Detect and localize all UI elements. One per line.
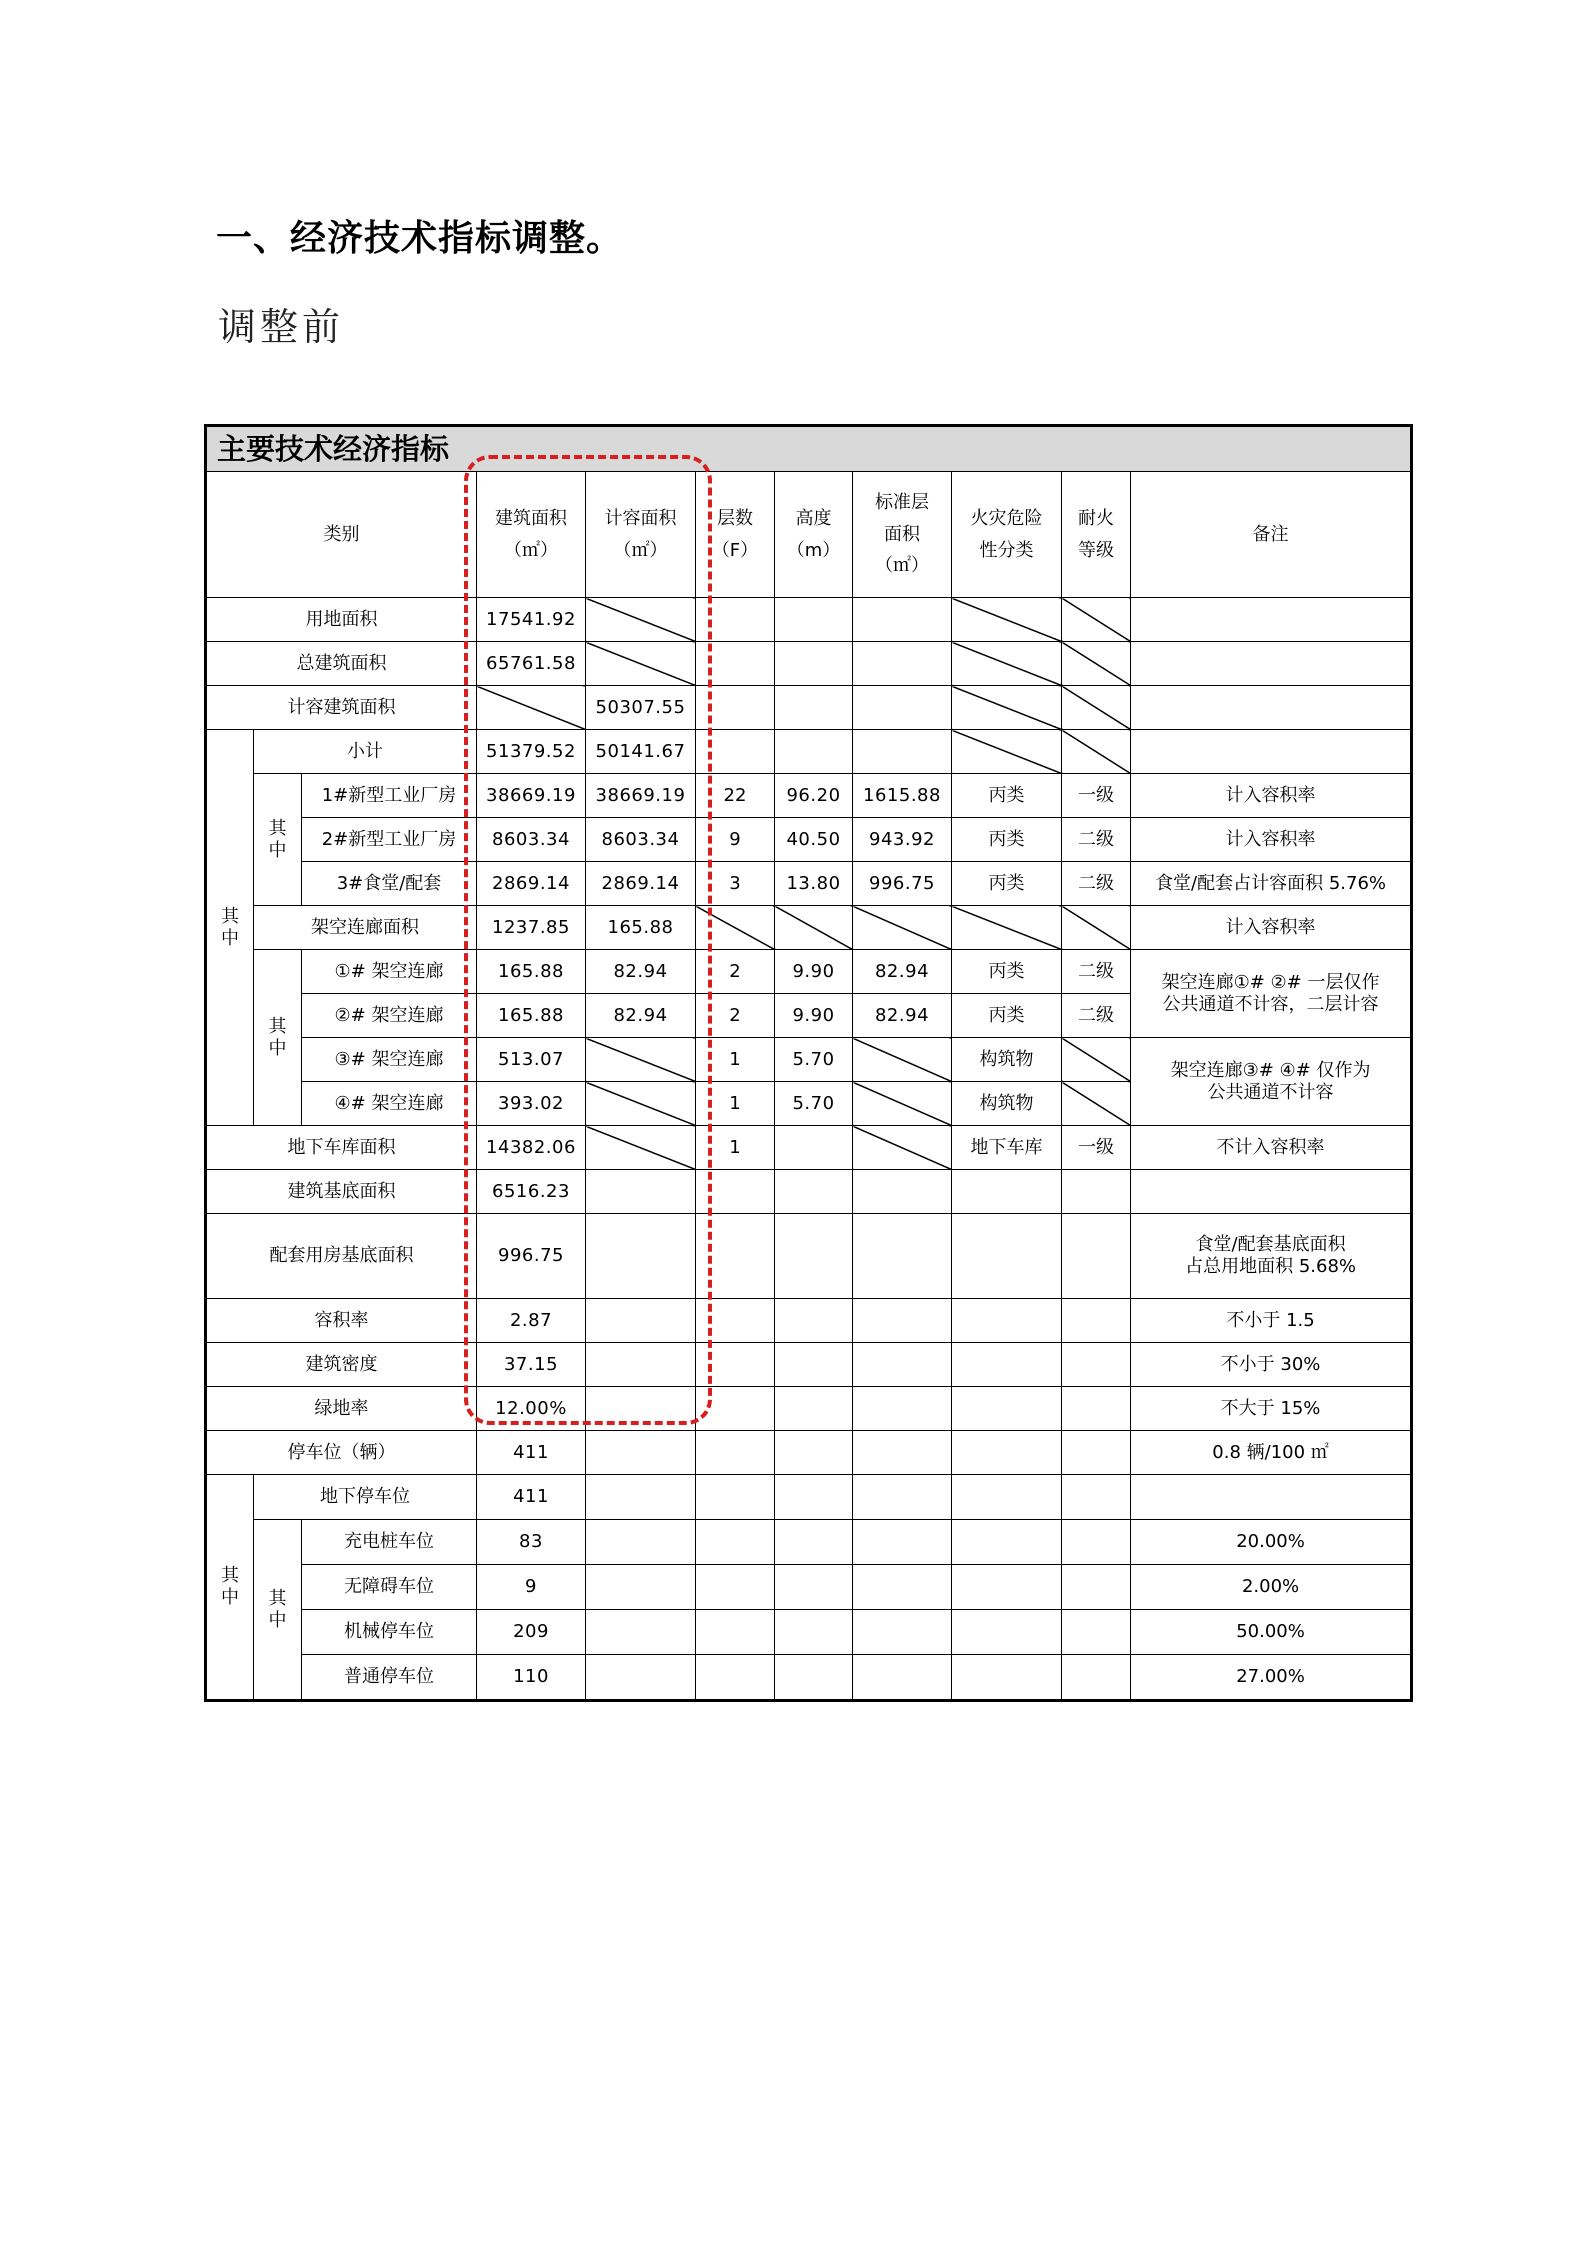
cell-build-area: 411 xyxy=(477,1475,586,1520)
table-row xyxy=(206,1214,1412,1299)
header-far-area: 计容面积 （㎡） xyxy=(586,472,696,598)
cell-build-area: 51379.52 xyxy=(477,730,586,774)
table-row xyxy=(206,862,1412,906)
cell-remark: 架空连廊③# ④# 仅作为 公共通道不计容 xyxy=(1131,1038,1412,1126)
cell-build-area: 14382.06 xyxy=(477,1126,586,1170)
cell-empty xyxy=(775,1126,853,1170)
cell-na xyxy=(1062,906,1131,950)
cell-remark: 50.00% xyxy=(1131,1610,1412,1655)
cell-floors: 1 xyxy=(696,1126,775,1170)
cell-na xyxy=(853,1038,952,1082)
row-label: 停车位（辆） xyxy=(206,1431,477,1475)
cell-na xyxy=(853,1126,952,1170)
table-row xyxy=(206,1475,1412,1520)
cell-empty xyxy=(952,1343,1062,1387)
header-fire-risk: 火灾危险 性分类 xyxy=(952,472,1062,598)
cell-build-area: 17541.92 xyxy=(477,598,586,642)
table-title: 主要技术经济指标 xyxy=(206,426,1412,472)
cell-empty xyxy=(1131,598,1412,642)
cell-build-area: 2.87 xyxy=(477,1299,586,1343)
table-row xyxy=(206,1126,1412,1170)
cell-std-floor: 82.94 xyxy=(853,950,952,994)
group-label-qizhong: 其 中 xyxy=(206,1475,254,1701)
cell-empty xyxy=(775,1431,853,1475)
cell-floors: 3 xyxy=(696,862,775,906)
cell-remark: 不大于 15% xyxy=(1131,1387,1412,1431)
cell-empty xyxy=(952,1610,1062,1655)
cell-na xyxy=(853,1082,952,1126)
cell-na xyxy=(1062,598,1131,642)
cell-empty xyxy=(853,642,952,686)
cell-empty xyxy=(1062,1299,1131,1343)
cell-fire-res: 二级 xyxy=(1062,994,1131,1038)
cell-empty xyxy=(775,598,853,642)
cell-empty xyxy=(1131,730,1412,774)
cell-empty xyxy=(775,642,853,686)
cell-na xyxy=(1062,730,1131,774)
row-label: 绿地率 xyxy=(206,1387,477,1431)
header-remark: 备注 xyxy=(1131,472,1412,598)
cell-empty xyxy=(952,1431,1062,1475)
cell-na xyxy=(952,906,1062,950)
cell-empty xyxy=(1062,1170,1131,1214)
cell-na xyxy=(853,906,952,950)
cell-remark: 2.00% xyxy=(1131,1565,1412,1610)
cell-build-area: 37.15 xyxy=(477,1343,586,1387)
row-label: 小计 xyxy=(254,730,477,774)
row-label: 地下停车位 xyxy=(254,1475,477,1520)
subgroup-label-qizhong: 其 中 xyxy=(254,774,302,906)
cell-empty xyxy=(853,730,952,774)
cell-floors: 22 xyxy=(696,774,775,818)
cell-empty xyxy=(775,1214,853,1299)
cell-empty xyxy=(586,1520,696,1565)
cell-fire-risk: 构筑物 xyxy=(952,1038,1062,1082)
cell-std-floor: 82.94 xyxy=(853,994,952,1038)
row-label: ①# 架空连廊 xyxy=(302,950,477,994)
group-label-qizhong: 其 中 xyxy=(206,730,254,1126)
cell-remark: 0.8 辆/100 ㎡ xyxy=(1131,1431,1412,1475)
cell-build-area: 393.02 xyxy=(477,1082,586,1126)
cell-empty xyxy=(775,1655,853,1701)
header-fire-resistance: 耐火 等级 xyxy=(1062,472,1131,598)
cell-empty xyxy=(1062,1565,1131,1610)
cell-empty xyxy=(952,1565,1062,1610)
table-row xyxy=(206,642,1412,686)
cell-build-area: 8603.34 xyxy=(477,818,586,862)
cell-na xyxy=(952,642,1062,686)
cell-build-area: 411 xyxy=(477,1431,586,1475)
cell-build-area: 513.07 xyxy=(477,1038,586,1082)
cell-build-area: 65761.58 xyxy=(477,642,586,686)
cell-far-area: 38669.19 xyxy=(586,774,696,818)
cell-empty xyxy=(853,686,952,730)
header-std-floor-area: 标准层 面积 （㎡） xyxy=(853,472,952,598)
table-row xyxy=(206,906,1412,950)
section-heading: 一、经济技术指标调整。 xyxy=(216,218,624,259)
table-row xyxy=(206,730,1412,774)
table-row xyxy=(206,774,1412,818)
cell-na xyxy=(1062,1038,1131,1082)
cell-empty xyxy=(952,1655,1062,1701)
cell-empty xyxy=(775,1610,853,1655)
cell-empty xyxy=(853,1475,952,1520)
row-label: 建筑密度 xyxy=(206,1343,477,1387)
highlight-dashed-box xyxy=(464,455,712,1425)
cell-empty xyxy=(1131,1170,1412,1214)
cell-remark: 架空连廊①# ②# 一层仅作 公共通道不计容，二层计容 xyxy=(1131,950,1412,1038)
cell-empty xyxy=(775,686,853,730)
cell-empty xyxy=(586,1655,696,1701)
cell-build-area: 110 xyxy=(477,1655,586,1701)
row-label: ③# 架空连廊 xyxy=(302,1038,477,1082)
cell-height: 5.70 xyxy=(775,1038,853,1082)
cell-far-area: 82.94 xyxy=(586,994,696,1038)
row-label: 3#食堂/配套 xyxy=(302,862,477,906)
cell-build-area: 1237.85 xyxy=(477,906,586,950)
cell-far-area: 82.94 xyxy=(586,950,696,994)
cell-empty xyxy=(853,1655,952,1701)
table-row xyxy=(206,1565,1412,1610)
cell-floors: 9 xyxy=(696,818,775,862)
cell-empty xyxy=(586,1431,696,1475)
cell-far-area: 2869.14 xyxy=(586,862,696,906)
table-row xyxy=(206,1170,1412,1214)
cell-na xyxy=(952,730,1062,774)
cell-remark: 不计入容积率 xyxy=(1131,1126,1412,1170)
cell-empty xyxy=(1062,1520,1131,1565)
cell-std-floor: 943.92 xyxy=(853,818,952,862)
cell-far-area: 8603.34 xyxy=(586,818,696,862)
cell-empty xyxy=(853,598,952,642)
row-label: 机械停车位 xyxy=(302,1610,477,1655)
cell-floors: 2 xyxy=(696,950,775,994)
cell-remark: 不小于 30% xyxy=(1131,1343,1412,1387)
cell-remark: 不小于 1.5 xyxy=(1131,1299,1412,1343)
table-row xyxy=(206,1299,1412,1343)
cell-height: 9.90 xyxy=(775,994,853,1038)
cell-remark: 20.00% xyxy=(1131,1520,1412,1565)
table-row xyxy=(206,1431,1412,1475)
cell-empty xyxy=(853,1610,952,1655)
table-row xyxy=(206,1520,1412,1565)
cell-fire-risk: 构筑物 xyxy=(952,1082,1062,1126)
cell-fire-res: 一级 xyxy=(1062,1126,1131,1170)
table-row xyxy=(206,686,1412,730)
cell-remark: 食堂/配套基底面积 占总用地面积 5.68% xyxy=(1131,1214,1412,1299)
cell-std-floor: 996.75 xyxy=(853,862,952,906)
cell-build-area: 2869.14 xyxy=(477,862,586,906)
cell-build-area: 9 xyxy=(477,1565,586,1610)
cell-empty xyxy=(952,1214,1062,1299)
table-row xyxy=(206,818,1412,862)
cell-na xyxy=(952,686,1062,730)
row-label: 建筑基底面积 xyxy=(206,1170,477,1214)
cell-empty xyxy=(853,1431,952,1475)
cell-floors: 1 xyxy=(696,1082,775,1126)
cell-fire-res: 二级 xyxy=(1062,862,1131,906)
row-label: 配套用房基底面积 xyxy=(206,1214,477,1299)
cell-na xyxy=(775,906,853,950)
subgroup-label-qizhong: 其 中 xyxy=(254,1520,302,1701)
cell-floors: 2 xyxy=(696,994,775,1038)
cell-empty xyxy=(696,1475,775,1520)
cell-height: 5.70 xyxy=(775,1082,853,1126)
cell-height: 13.80 xyxy=(775,862,853,906)
cell-height: 9.90 xyxy=(775,950,853,994)
cell-empty xyxy=(1062,1214,1131,1299)
cell-floors: 1 xyxy=(696,1038,775,1082)
cell-empty xyxy=(586,1610,696,1655)
cell-empty xyxy=(775,1299,853,1343)
cell-remark: 计入容积率 xyxy=(1131,906,1412,950)
cell-empty xyxy=(586,1475,696,1520)
header-row xyxy=(206,472,1412,598)
table-row xyxy=(206,1655,1412,1701)
row-label: ②# 架空连廊 xyxy=(302,994,477,1038)
cell-empty xyxy=(853,1520,952,1565)
cell-empty xyxy=(775,1565,853,1610)
cell-std-floor: 1615.88 xyxy=(853,774,952,818)
cell-empty xyxy=(775,1170,853,1214)
cell-fire-res: 二级 xyxy=(1062,950,1131,994)
cell-empty xyxy=(1062,1610,1131,1655)
table-row xyxy=(206,1038,1412,1082)
cell-fire-res: 一级 xyxy=(1062,774,1131,818)
cell-height: 96.20 xyxy=(775,774,853,818)
row-label: 用地面积 xyxy=(206,598,477,642)
cell-empty xyxy=(586,1565,696,1610)
cell-empty xyxy=(853,1214,952,1299)
cell-fire-risk: 丙类 xyxy=(952,994,1062,1038)
cell-build-area: 12.00% xyxy=(477,1387,586,1431)
cell-build-area: 6516.23 xyxy=(477,1170,586,1214)
cell-height: 40.50 xyxy=(775,818,853,862)
row-label: 总建筑面积 xyxy=(206,642,477,686)
cell-far-area: 165.88 xyxy=(586,906,696,950)
cell-fire-risk: 丙类 xyxy=(952,818,1062,862)
cell-empty xyxy=(952,1299,1062,1343)
cell-far-area: 50141.67 xyxy=(586,730,696,774)
cell-empty xyxy=(775,1343,853,1387)
cell-empty xyxy=(775,1475,853,1520)
table-row xyxy=(206,1610,1412,1655)
cell-empty xyxy=(853,1299,952,1343)
cell-empty xyxy=(853,1343,952,1387)
cell-fire-risk: 丙类 xyxy=(952,950,1062,994)
cell-empty xyxy=(853,1565,952,1610)
cell-far-area: 50307.55 xyxy=(586,686,696,730)
cell-remark: 计入容积率 xyxy=(1131,774,1412,818)
cell-empty xyxy=(1062,1431,1131,1475)
table-row xyxy=(206,598,1412,642)
cell-build-area: 209 xyxy=(477,1610,586,1655)
cell-empty xyxy=(775,1520,853,1565)
cell-empty xyxy=(1131,1475,1412,1520)
cell-empty xyxy=(696,1431,775,1475)
cell-empty xyxy=(1062,1655,1131,1701)
row-label: 计容建筑面积 xyxy=(206,686,477,730)
cell-na xyxy=(1062,1082,1131,1126)
indicator-table xyxy=(204,424,1413,1702)
cell-empty xyxy=(775,1387,853,1431)
cell-fire-risk: 丙类 xyxy=(952,774,1062,818)
cell-fire-res: 二级 xyxy=(1062,818,1131,862)
row-label: ④# 架空连廊 xyxy=(302,1082,477,1126)
cell-build-area: 996.75 xyxy=(477,1214,586,1299)
row-label: 2#新型工业厂房 xyxy=(302,818,477,862)
indicator-table-wrapper xyxy=(204,424,1410,1702)
cell-build-area: 165.88 xyxy=(477,994,586,1038)
table-row xyxy=(206,950,1412,994)
cell-fire-risk: 地下车库 xyxy=(952,1126,1062,1170)
table-row xyxy=(206,1343,1412,1387)
header-category: 类别 xyxy=(206,472,477,598)
cell-empty xyxy=(952,1387,1062,1431)
row-label: 普通停车位 xyxy=(302,1655,477,1701)
cell-empty xyxy=(696,1655,775,1701)
cell-empty xyxy=(696,1565,775,1610)
cell-empty xyxy=(696,1610,775,1655)
cell-remark: 27.00% xyxy=(1131,1655,1412,1701)
header-build-area: 建筑面积 （㎡） xyxy=(477,472,586,598)
table-row xyxy=(206,1387,1412,1431)
cell-empty xyxy=(696,1520,775,1565)
subheading-before-adjustment: 调整前 xyxy=(218,305,345,349)
cell-empty xyxy=(1062,1387,1131,1431)
cell-empty xyxy=(952,1520,1062,1565)
row-label: 无障碍车位 xyxy=(302,1565,477,1610)
row-label: 地下车库面积 xyxy=(206,1126,477,1170)
cell-empty xyxy=(775,730,853,774)
row-label: 1#新型工业厂房 xyxy=(302,774,477,818)
cell-na xyxy=(1062,686,1131,730)
cell-empty xyxy=(853,1170,952,1214)
cell-na xyxy=(1062,642,1131,686)
row-label: 架空连廊面积 xyxy=(254,906,477,950)
subgroup-label-qizhong: 其 中 xyxy=(254,950,302,1126)
cell-remark: 计入容积率 xyxy=(1131,818,1412,862)
cell-empty xyxy=(952,1170,1062,1214)
cell-empty xyxy=(1131,642,1412,686)
cell-build-area: 83 xyxy=(477,1520,586,1565)
cell-empty xyxy=(952,1475,1062,1520)
cell-na xyxy=(952,598,1062,642)
cell-empty xyxy=(853,1387,952,1431)
cell-empty xyxy=(1131,686,1412,730)
header-height: 高度 （m） xyxy=(775,472,853,598)
row-label: 充电桩车位 xyxy=(302,1520,477,1565)
cell-build-area: 165.88 xyxy=(477,950,586,994)
row-label: 容积率 xyxy=(206,1299,477,1343)
cell-build-area: 38669.19 xyxy=(477,774,586,818)
cell-fire-risk: 丙类 xyxy=(952,862,1062,906)
cell-empty xyxy=(1062,1343,1131,1387)
cell-remark: 食堂/配套占计容面积 5.76% xyxy=(1131,862,1412,906)
header-floors: 层数 （F） xyxy=(696,472,775,598)
cell-empty xyxy=(1062,1475,1131,1520)
